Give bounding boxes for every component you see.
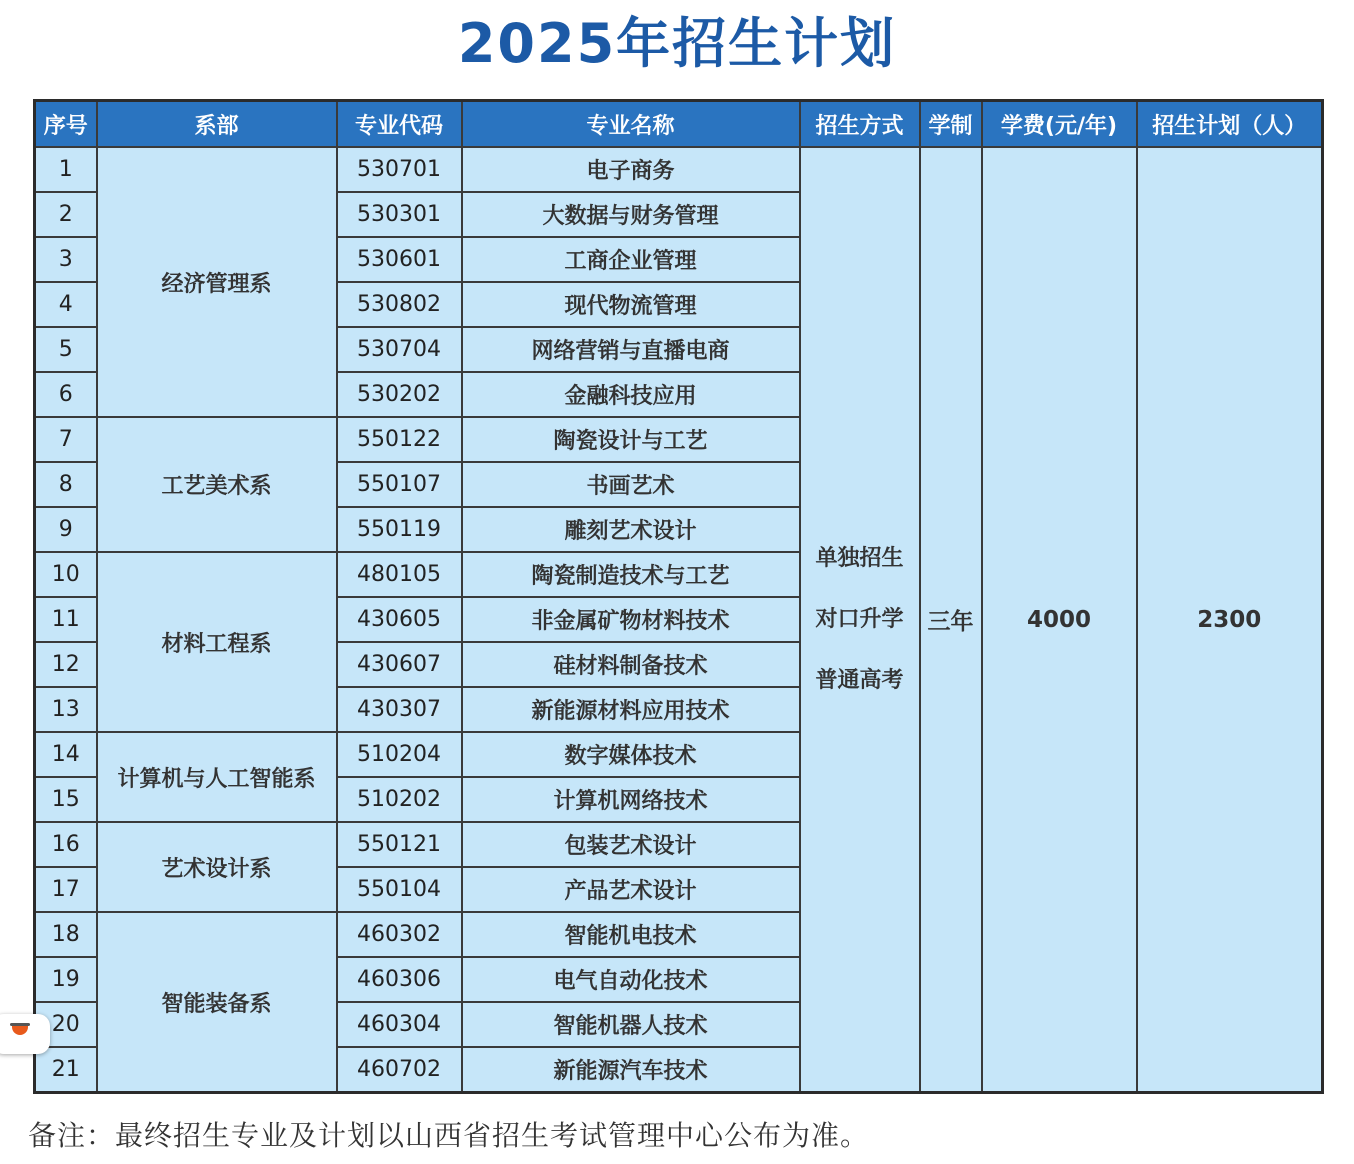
header-major-name: 专业名称: [462, 101, 800, 148]
major-code-cell: 460306: [337, 957, 462, 1002]
major-name-cell: 现代物流管理: [462, 282, 800, 327]
row-index-cell: 9: [35, 507, 97, 552]
major-name-cell: 智能机电技术: [462, 912, 800, 957]
admission-mode-item: 普通高考: [815, 668, 904, 693]
enrollment-plan-table: [33, 99, 1324, 1094]
major-name-cell: 新能源材料应用技术: [462, 687, 800, 732]
row-index-cell: 7: [35, 417, 97, 462]
admission-mode-cell: [800, 147, 920, 1093]
footnote: 备注：最终招生专业及计划以山西省招生考试管理中心公布为准。: [28, 1119, 870, 1152]
row-index-cell: 8: [35, 462, 97, 507]
major-name-cell: 雕刻艺术设计: [462, 507, 800, 552]
major-name-cell: 书画艺术: [462, 462, 800, 507]
major-code-cell: 550122: [337, 417, 462, 462]
major-code-cell: 530202: [337, 372, 462, 417]
duration-cell: 三年: [920, 147, 982, 1093]
major-code-cell: 460304: [337, 1002, 462, 1047]
major-code-cell: 480105: [337, 552, 462, 597]
header-department: 系部: [97, 101, 337, 148]
row-index-cell: 14: [35, 732, 97, 777]
major-code-cell: 530301: [337, 192, 462, 237]
major-name-cell: 大数据与财务管理: [462, 192, 800, 237]
table-row: [35, 147, 1323, 192]
major-name-cell: 陶瓷制造技术与工艺: [462, 552, 800, 597]
row-index-cell: 17: [35, 867, 97, 912]
tuition-cell: 4000: [982, 147, 1137, 1093]
major-code-cell: 530701: [337, 147, 462, 192]
page-title: 2025年招生计划: [457, 12, 897, 75]
major-name-cell: 非金属矿物材料技术: [462, 597, 800, 642]
major-code-cell: 460702: [337, 1047, 462, 1093]
major-code-cell: 460302: [337, 912, 462, 957]
row-index-cell: 19: [35, 957, 97, 1002]
major-code-cell: 550107: [337, 462, 462, 507]
department-cell: 材料工程系: [97, 552, 337, 732]
header-admission-mode: 招生方式: [800, 101, 920, 148]
plan-total-cell: 2300: [1137, 147, 1323, 1093]
row-index-cell: 15: [35, 777, 97, 822]
major-code-cell: 510204: [337, 732, 462, 777]
major-name-cell: 包装艺术设计: [462, 822, 800, 867]
major-code-cell: 550121: [337, 822, 462, 867]
row-index-cell: 18: [35, 912, 97, 957]
admission-mode-item: 对口升学: [815, 607, 904, 632]
major-name-cell: 金融科技应用: [462, 372, 800, 417]
major-name-cell: 产品艺术设计: [462, 867, 800, 912]
major-name-cell: 新能源汽车技术: [462, 1047, 800, 1093]
row-index-cell: 6: [35, 372, 97, 417]
row-index-cell: 20: [35, 1002, 97, 1047]
cup-icon: [12, 1026, 28, 1035]
admission-mode-item: 单独招生: [815, 546, 904, 571]
row-index-cell: 1: [35, 147, 97, 192]
department-cell: 工艺美术系: [97, 417, 337, 552]
row-index-cell: 4: [35, 282, 97, 327]
major-name-cell: 陶瓷设计与工艺: [462, 417, 800, 462]
row-index-cell: 3: [35, 237, 97, 282]
row-index-cell: 13: [35, 687, 97, 732]
row-index-cell: 12: [35, 642, 97, 687]
major-code-cell: 430605: [337, 597, 462, 642]
major-code-cell: 550119: [337, 507, 462, 552]
department-cell: 艺术设计系: [97, 822, 337, 912]
major-code-cell: 430307: [337, 687, 462, 732]
header-duration: 学制: [920, 101, 982, 148]
major-code-cell: 430607: [337, 642, 462, 687]
header-tuition: 学费(元/年): [982, 101, 1137, 148]
floating-side-widget[interactable]: [0, 1014, 50, 1054]
major-code-cell: 530704: [337, 327, 462, 372]
department-cell: 经济管理系: [97, 147, 337, 417]
major-code-cell: 550104: [337, 867, 462, 912]
row-index-cell: 2: [35, 192, 97, 237]
row-index-cell: 11: [35, 597, 97, 642]
header-index: 序号: [35, 101, 97, 148]
major-name-cell: 数字媒体技术: [462, 732, 800, 777]
major-name-cell: 电气自动化技术: [462, 957, 800, 1002]
table-body: [35, 147, 1323, 1093]
major-name-cell: 智能机器人技术: [462, 1002, 800, 1047]
row-index-cell: 10: [35, 552, 97, 597]
department-cell: 智能装备系: [97, 912, 337, 1093]
major-name-cell: 工商企业管理: [462, 237, 800, 282]
major-name-cell: 计算机网络技术: [462, 777, 800, 822]
table-header-row: [35, 101, 1323, 148]
major-code-cell: 530802: [337, 282, 462, 327]
header-plan: 招生计划（人）: [1137, 101, 1323, 148]
row-index-cell: 16: [35, 822, 97, 867]
major-code-cell: 510202: [337, 777, 462, 822]
major-name-cell: 电子商务: [462, 147, 800, 192]
header-major-code: 专业代码: [337, 101, 462, 148]
major-name-cell: 网络营销与直播电商: [462, 327, 800, 372]
row-index-cell: 21: [35, 1047, 97, 1093]
row-index-cell: 5: [35, 327, 97, 372]
department-cell: 计算机与人工智能系: [97, 732, 337, 822]
major-code-cell: 530601: [337, 237, 462, 282]
major-name-cell: 硅材料制备技术: [462, 642, 800, 687]
